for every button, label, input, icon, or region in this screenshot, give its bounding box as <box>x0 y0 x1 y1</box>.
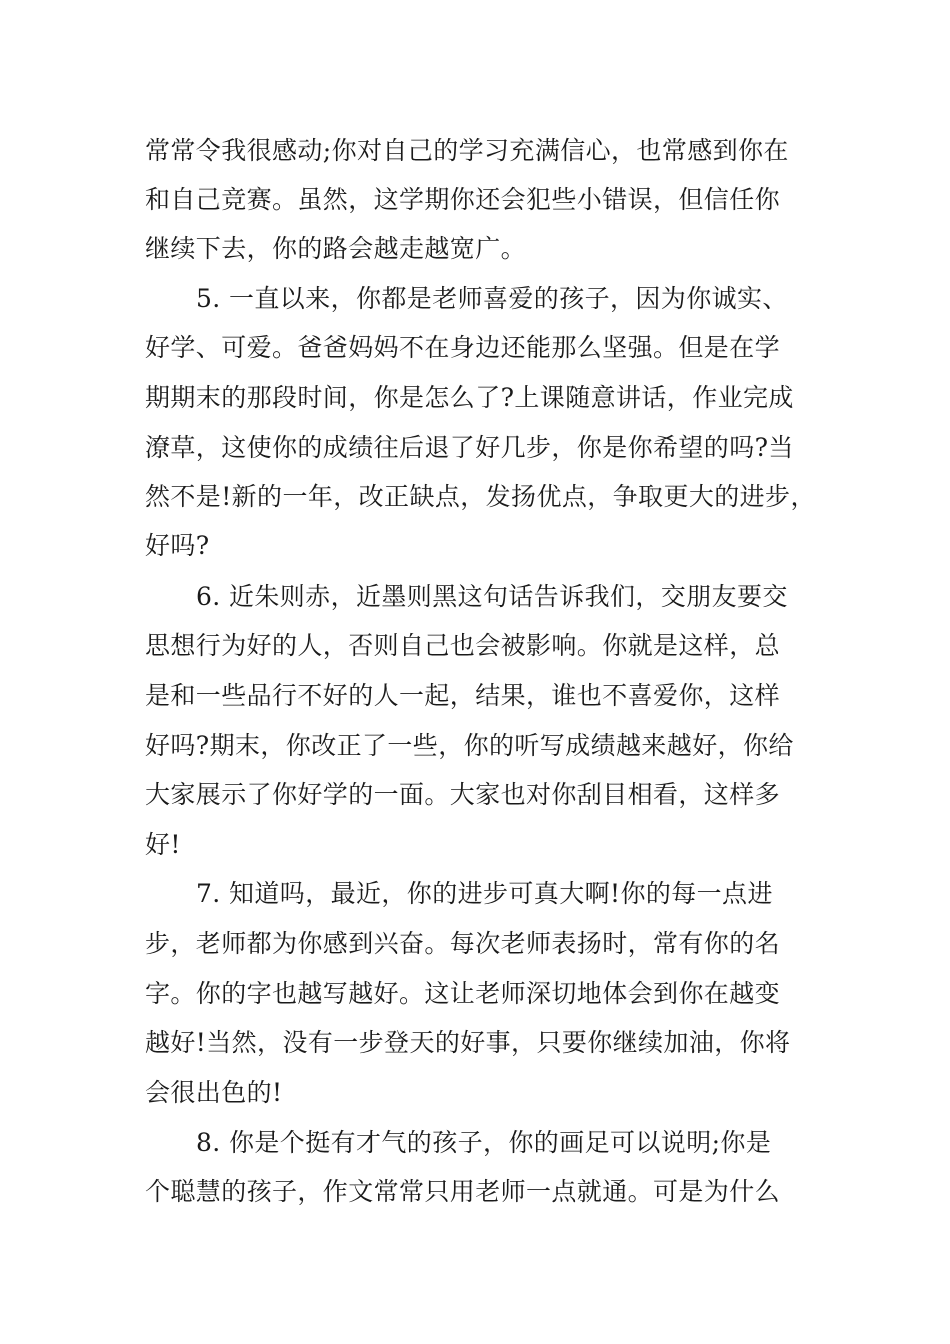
text-line: 思想行为好的人，否则自己也会被影响。你就是这样，总 <box>145 631 781 660</box>
text-line: 字。你的字也越写越好。这让老师深切地体会到你在越变 <box>145 979 781 1008</box>
text-line: 好! <box>145 830 181 859</box>
text-line: 7. 知道吗，最近，你的进步可真大啊!你的每一点进 <box>196 879 773 908</box>
text-line: 和自己竞赛。虽然，这学期你还会犯些小错误，但信任你 <box>145 185 781 214</box>
text-line: 常常令我很感动;你对自己的学习充满信心，也常感到你在 <box>145 136 789 165</box>
text-line: 5. 一直以来，你都是老师喜爱的孩子，因为你诚实、 <box>196 284 788 313</box>
text-line: 越好!当然，没有一步登天的好事，只要你继续加油，你将 <box>145 1028 791 1057</box>
text-line: 8. 你是个挺有才气的孩子，你的画足可以说明;你是 <box>196 1128 772 1157</box>
text-line: 个聪慧的孩子，作文常常只用老师一点就通。可是为什么 <box>145 1177 781 1206</box>
text-line: 潦草，这使你的成绩往后退了好几步，你是你希望的吗?当 <box>145 433 794 462</box>
text-line: 然不是!新的一年，改正缺点，发扬优点，争取更大的进步， <box>145 482 816 511</box>
text-line: 好吗?期末，你改正了一些，你的听写成绩越来越好，你给 <box>145 731 794 760</box>
text-line: 是和一些品行不好的人一起，结果，谁也不喜爱你，这样 <box>145 681 781 710</box>
text-line: 继续下去，你的路会越走越宽广。 <box>145 234 527 263</box>
text-line: 大家展示了你好学的一面。大家也对你刮目相看，这样多 <box>145 780 781 809</box>
text-line: 好学、可爱。爸爸妈妈不在身边还能那么坚强。但是在学 <box>145 333 781 362</box>
text-line: 6. 近朱则赤，近墨则黑这句话告诉我们，交朋友要交 <box>196 582 788 611</box>
text-line: 会很出色的! <box>145 1078 283 1107</box>
text-line: 好吗? <box>145 531 210 560</box>
text-line: 步，老师都为你感到兴奋。每次老师表扬时，常有你的名 <box>145 929 781 958</box>
text-line: 期期末的那段时间，你是怎么了?上课随意讲话，作业完成 <box>145 383 794 412</box>
